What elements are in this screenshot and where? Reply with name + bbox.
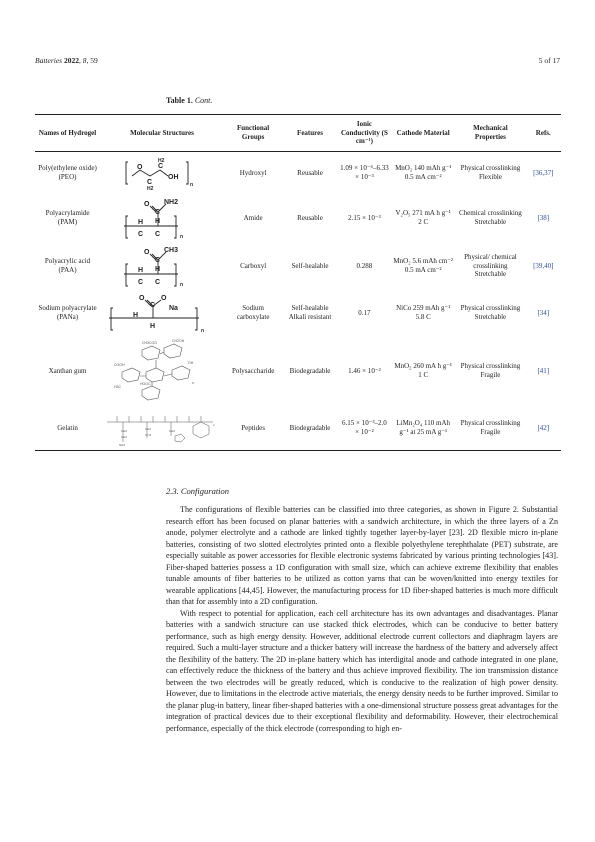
- table-caption-label: Table 1.: [166, 96, 193, 105]
- cell-mechanical: Chemical crosslinking Stretchable: [459, 209, 522, 226]
- pana-structure-image: [107, 292, 217, 334]
- svg-text:C: C: [155, 257, 161, 264]
- cell-conductivity: 0.288: [356, 261, 373, 270]
- svg-text:H: H: [155, 266, 161, 273]
- svg-text:CH2: CH2: [145, 427, 152, 431]
- cell-name: Gelatin: [35, 406, 100, 451]
- svg-text:H: H: [150, 323, 156, 330]
- table-row: [35, 152, 561, 195]
- cell-features: Self-healable: [291, 261, 329, 270]
- svg-text:H: H: [138, 267, 144, 274]
- cell-conductivity: 2.15 × 10⁻³: [348, 213, 381, 222]
- col-header-refs: Refs.: [526, 115, 561, 152]
- svg-text:H2: H2: [158, 158, 165, 164]
- svg-text:NH2: NH2: [164, 199, 179, 206]
- cell-cathode: V₂O₅ 271 mA h g⁻¹ 2 C: [395, 209, 451, 226]
- svg-text:H: H: [133, 312, 139, 319]
- paa-structure-image: [122, 244, 202, 288]
- svg-text:CH2OH: CH2OH: [172, 339, 185, 343]
- cell-mechanical: Physical crosslinking Flexible: [460, 164, 521, 181]
- svg-text:H3C: H3C: [114, 385, 122, 389]
- structure-peo: [100, 152, 224, 195]
- article-number: 59: [90, 56, 98, 65]
- svg-text:n: n: [201, 328, 205, 334]
- cell-cathode: NiCo 259 mAh g⁻¹ 5.8 C: [396, 304, 451, 321]
- peo-structure-image: [122, 156, 202, 190]
- svg-text:C: C: [138, 279, 144, 286]
- svg-text:CH2: CH2: [121, 435, 128, 439]
- structure-gelatin: [100, 406, 224, 451]
- svg-text:OH: OH: [188, 361, 194, 365]
- cell-name: Polyacrylamide (PAM): [45, 209, 90, 226]
- cell-features: Reusable: [297, 168, 323, 177]
- cell-refs[interactable]: [34]: [537, 308, 550, 317]
- svg-text:C: C: [150, 302, 156, 309]
- cell-group: Peptides: [224, 406, 282, 451]
- svg-text:HOOC: HOOC: [140, 382, 151, 386]
- svg-text:O: O: [144, 201, 150, 208]
- svg-text:O: O: [139, 295, 145, 302]
- svg-text:n: n: [180, 234, 184, 240]
- col-header-conductivity: Ionic Conductivity (S cm⁻¹): [338, 115, 391, 152]
- svg-text:CH2: CH2: [169, 429, 176, 433]
- cell-cathode: MnO₂ 5.6 mAh cm⁻² 0.5 mA cm⁻²: [393, 257, 453, 274]
- svg-text:COOH: COOH: [114, 363, 125, 367]
- journal-volume: 8: [82, 56, 87, 65]
- svg-text:Na: Na: [169, 305, 178, 312]
- xanthan-structure-image: [112, 338, 212, 404]
- cell-features: Biodegradable: [282, 406, 337, 451]
- svg-text:n: n: [213, 423, 215, 427]
- svg-text:C=O: C=O: [145, 433, 152, 437]
- structure-xanthan: [100, 336, 224, 406]
- col-header-name: Names of Hydrogel: [35, 115, 100, 152]
- section-heading: 2.3. Configuration: [166, 486, 230, 496]
- svg-text:O: O: [144, 249, 150, 256]
- svg-text:OH: OH: [168, 174, 179, 181]
- table-row: [35, 194, 561, 242]
- table-caption: [166, 96, 212, 105]
- cell-name: Xanthan gum: [48, 366, 87, 375]
- table-row: [35, 290, 561, 336]
- cell-conductivity: 1.09 × 10⁻⁶–6.33 × 10⁻³: [340, 164, 389, 181]
- cell-refs[interactable]: [39,40]: [533, 261, 554, 270]
- running-header-left: Batteries 2022, 8, 59: [35, 56, 98, 65]
- cell-features: Self-healable Alkali resistant: [288, 304, 332, 321]
- cell-group: Hydroxyl: [239, 168, 267, 177]
- table-row: [35, 406, 561, 451]
- journal-year: 2022: [63, 56, 79, 65]
- cell-cathode: MnO₂ 260 mA h g⁻¹ 1 C: [394, 362, 453, 379]
- col-header-cathode: Cathode Material: [391, 115, 455, 152]
- cell-name: Sodium polyacrylate (PANa): [38, 304, 97, 321]
- hydrogel-table: [35, 114, 561, 451]
- cell-features: Reusable: [297, 213, 323, 222]
- cell-features: Biodegradable: [289, 366, 331, 375]
- svg-text:H: H: [138, 219, 144, 226]
- cell-refs[interactable]: [41]: [537, 366, 550, 375]
- svg-text:C: C: [147, 179, 153, 186]
- svg-text:n: n: [180, 282, 184, 288]
- cell-conductivity: 6.15 × 10⁻³–2.0 × 10⁻²: [338, 406, 391, 451]
- cell-mechanical: Physical/ chemical crosslinking Stretchable: [464, 252, 517, 279]
- structure-paa: [100, 242, 224, 290]
- svg-text:n: n: [190, 182, 194, 188]
- cell-name: Poly(ethylene oxide) (PEO): [38, 164, 97, 181]
- svg-text:C: C: [155, 231, 161, 238]
- cell-group: Carboxyl: [240, 261, 267, 270]
- journal-name: Batteries: [35, 56, 63, 65]
- paragraph: With respect to potential for application, each cell architecture has its own advantages and disadvantages. Planar batteries with a sandwich structure can use stacked thick electrodes, which can be conducive to better battery performance, such as high energy density. However, additional electrode current collectors and diaphragm layers are required. Such a multi-layer structure and a thicker battery will increase the hardness of the battery and adversely affect the flexibility of the battery. The 2D in-plane battery which has interdigital anode and cathode integrated in one plane, can effectively reduce the thickness of the battery and thus achieve improved flexibility. The ion transmission distance between the two electrodes will be greatly reduced, which is conducive to the realization of high power density. However, due to limitations in the electrode active materials, the energy density needs to be further improved. Similar to the planar plug-in battery, linear fiber-shaped batteries with a one-dimensional structure possess great advantages for the integration of practical devices due to their exceptional flexibility and deformability. However, their electrochemical performance, especially of the thick electrode (corresponding to high en-: [166, 608, 558, 733]
- cell-refs[interactable]: [42]: [526, 406, 561, 451]
- svg-text:C: C: [158, 163, 164, 170]
- svg-text:CH2: CH2: [121, 429, 128, 433]
- cell-cathode: LiMn₂O₄ 110 mAh g⁻¹ at 25 mA g⁻¹: [391, 406, 455, 451]
- col-header-features: Features: [282, 115, 337, 152]
- cell-conductivity: 1.46 × 10⁻²: [348, 366, 381, 375]
- svg-text:O: O: [161, 295, 167, 302]
- cell-refs[interactable]: [38]: [537, 213, 550, 222]
- page-number: 5 of 17: [538, 56, 560, 65]
- cell-cathode: MnO₂ 140 mAh g⁻¹ 0.5 mA cm⁻²: [395, 164, 452, 181]
- table-row: [35, 336, 561, 406]
- col-header-groups: Functional Groups: [224, 115, 282, 152]
- cell-mechanical: Physical crosslinking Stretchable: [460, 304, 521, 321]
- table-row: [35, 242, 561, 290]
- table-header-row: [35, 115, 561, 152]
- gelatin-structure-image: [103, 408, 221, 448]
- body-text: [166, 504, 558, 734]
- svg-text:NH2: NH2: [119, 443, 126, 447]
- svg-text:C: C: [138, 231, 144, 238]
- svg-text:C: C: [155, 279, 161, 286]
- col-header-mechanical: Mechanical Properties: [455, 115, 525, 152]
- structure-pana: [100, 290, 224, 336]
- cell-group: Amide: [243, 213, 263, 222]
- table-caption-cont: Cont.: [194, 96, 213, 105]
- svg-text:C: C: [155, 209, 161, 216]
- structure-pam: [100, 194, 224, 242]
- svg-text:H2: H2: [147, 186, 154, 190]
- col-header-structure: Molecular Structures: [100, 115, 224, 152]
- cell-refs[interactable]: [36,37]: [533, 168, 554, 177]
- svg-text:O: O: [137, 164, 143, 171]
- cell-conductivity: 0.17: [358, 308, 371, 317]
- svg-text:H: H: [155, 218, 161, 225]
- cell-mechanical: Physical crosslinking Fragile: [455, 406, 525, 451]
- pam-structure-image: [122, 196, 202, 240]
- paragraph: The configurations of flexible batteries can be classified into three categories, as shown in Figure 2. Substantial research effort has been focused on planar batteries with a sandwich architecture, in which the three layers of a Zn anode, polymer electrolyte and a cathode are linked tightly together layer-by-layer [23]. 2D flexible micro in-plane batteries, consisting of two slotted electrolytes printed onto a flexible polyethylene terephthalate (PET) substrate, are especially suitable as power accessories for flexible electronic systems fabricated by various printing technologies [43]. Fiber-shaped batteries possess a 1D configuration with small size, which can achieve extreme flexibility that enables tunable amounts of fiber batteries to be utilized as cotton yarns that can be woven/knitted into energy textiles for wearable applications [44,45]. However, the manufacturing process for 1D fiber-shaped batteries is much more difficult than that for assembly into a 2D configuration.: [166, 505, 558, 606]
- cell-group: Polysaccharide: [231, 366, 275, 375]
- svg-text:CH3: CH3: [164, 247, 179, 254]
- cell-name: Polyacrylic acid (PAA): [44, 257, 91, 274]
- svg-text:CH3COO: CH3COO: [142, 341, 157, 345]
- svg-text:n: n: [192, 381, 194, 385]
- cell-mechanical: Physical crosslinking Fragile: [460, 362, 521, 379]
- cell-group: Sodium carboxylate: [236, 304, 270, 321]
